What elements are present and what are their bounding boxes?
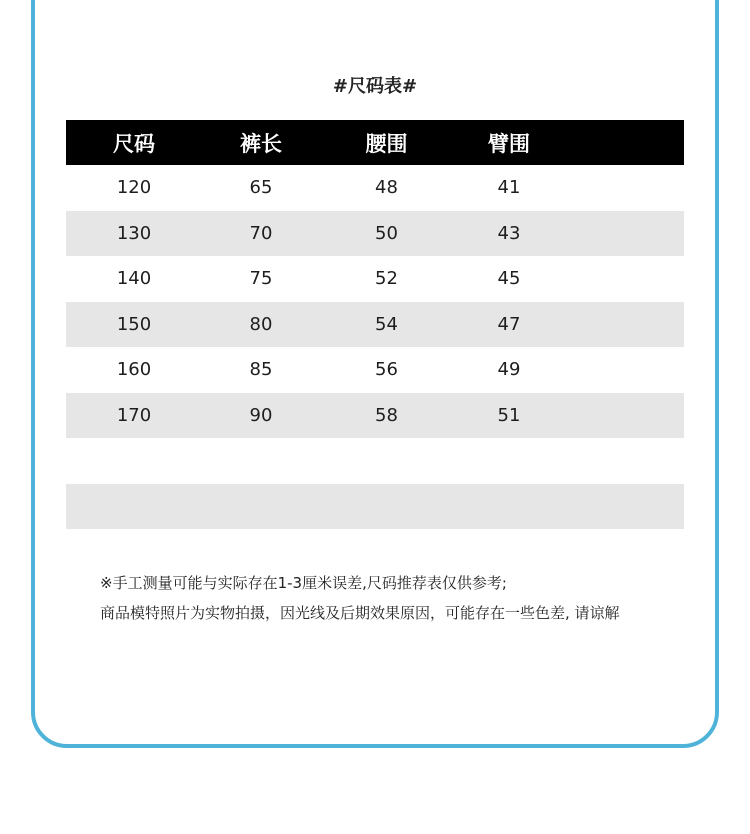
- table-cell: 150: [116, 313, 152, 335]
- size-notes: [100, 568, 700, 628]
- note-color-difference: 商品模特照片为实物拍摄，因光线及后期效果原因，可能存在一些色差, 请谅解: [100, 604, 620, 622]
- table-cell: 41: [497, 177, 521, 199]
- header-waist: 腰围: [365, 131, 408, 156]
- table-cell: 56: [375, 359, 398, 381]
- table-cell: 49: [497, 359, 521, 381]
- table-cell: 80: [249, 313, 273, 335]
- header-pants-length: 裤长: [240, 131, 282, 156]
- table-cell: 170: [116, 404, 152, 426]
- table-cell: 90: [249, 404, 273, 426]
- table-cell: 48: [375, 177, 398, 199]
- table-cell: 51: [497, 404, 521, 426]
- table-row: [66, 211, 684, 257]
- table-row: [66, 484, 684, 530]
- table-cell: 50: [375, 222, 398, 244]
- table-cell: 85: [249, 359, 273, 381]
- table-cell: 75: [249, 268, 273, 290]
- table-cell: 58: [375, 404, 398, 426]
- table-cell: 120: [116, 177, 152, 199]
- header-size: 尺码: [113, 131, 155, 156]
- page-title: #尺码表#: [332, 76, 418, 97]
- table-row: [66, 302, 684, 348]
- table-cell: 160: [116, 359, 152, 381]
- table-row: [66, 347, 684, 393]
- table-header-row: [66, 120, 684, 165]
- table-cell: 52: [375, 268, 398, 290]
- table-cell: 45: [497, 268, 521, 290]
- size-table: [66, 120, 684, 529]
- table-cell: 70: [249, 222, 273, 244]
- table-row: [66, 438, 684, 484]
- note-measurement: ※手工测量可能与实际存在1-3厘米误差,尺码推荐表仅供参考;: [100, 574, 507, 592]
- header-arm: 臂围: [488, 131, 530, 156]
- table-cell: 47: [497, 313, 521, 335]
- table-row: [66, 393, 684, 439]
- table-cell: 54: [375, 313, 398, 335]
- table-row: [66, 256, 684, 302]
- table-cell: 140: [116, 268, 152, 290]
- table-cell: 43: [497, 222, 521, 244]
- table-cell: 65: [249, 177, 273, 199]
- table-row: [66, 165, 684, 211]
- table-cell: 130: [116, 222, 152, 244]
